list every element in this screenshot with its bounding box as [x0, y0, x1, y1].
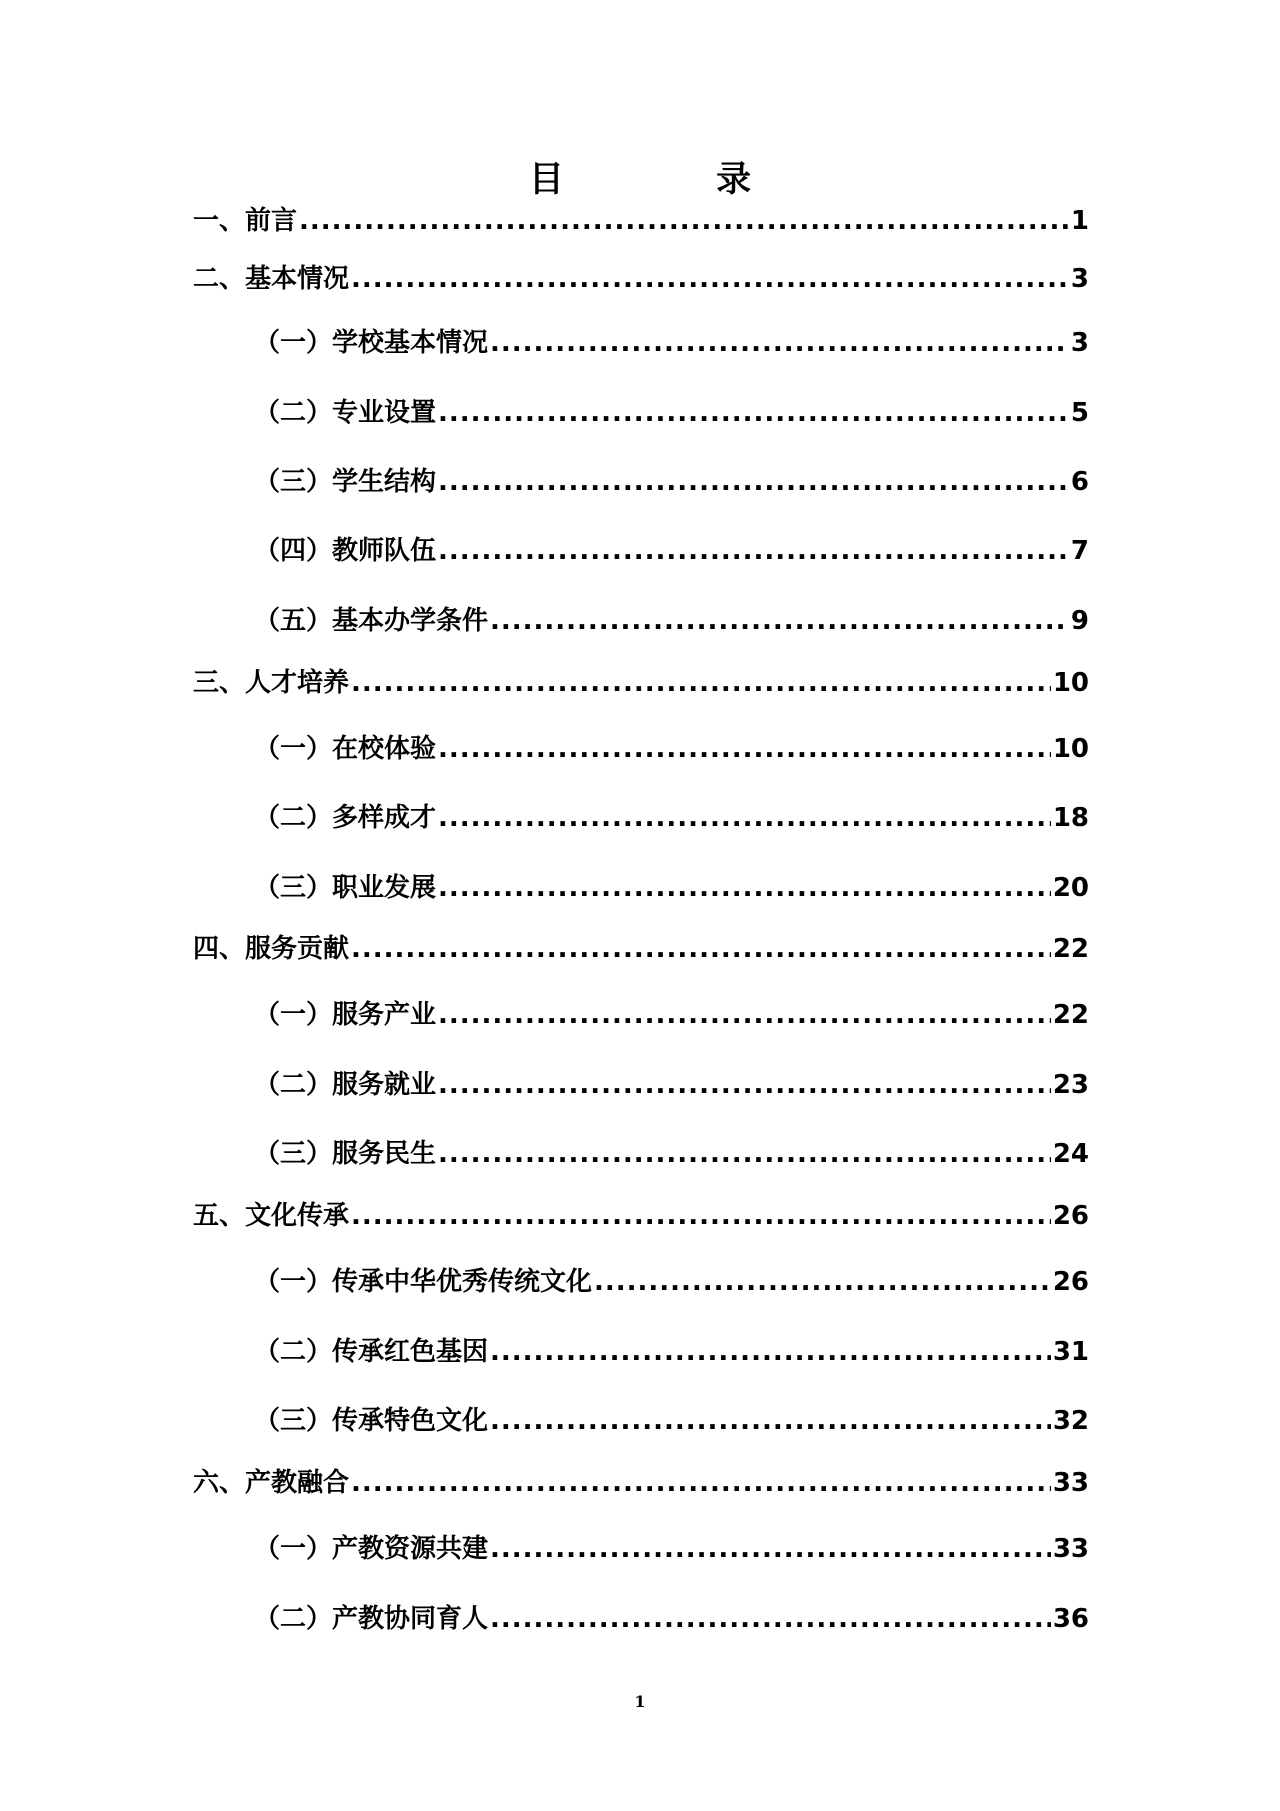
toc-entry-label: （一）学校基本情况 — [254, 328, 489, 358]
toc-entry-page: 33 — [1052, 1468, 1089, 1498]
toc-leader-dots — [299, 204, 1069, 238]
toc-entry-label: （三）学生结构 — [254, 467, 437, 497]
toc-entry[interactable] — [254, 732, 1089, 766]
toc-entry-label: 四、服务贡献 — [193, 934, 350, 964]
toc-entry-label: （三）服务民生 — [254, 1139, 437, 1169]
toc-entry[interactable] — [193, 1199, 1089, 1233]
toc-leader-dots — [351, 1199, 1051, 1233]
toc-entry-page: 7 — [1070, 536, 1089, 566]
toc-entry-page: 26 — [1052, 1201, 1089, 1231]
toc-entry-page: 33 — [1052, 1534, 1089, 1564]
toc-entry[interactable] — [193, 262, 1089, 296]
toc-entry-page: 10 — [1052, 668, 1089, 698]
toc-leader-dots — [438, 801, 1051, 835]
toc-leader-dots — [490, 326, 1069, 360]
toc-entry-label: （五）基本办学条件 — [254, 606, 489, 636]
toc-entry[interactable] — [254, 801, 1089, 835]
toc-leader-dots — [438, 998, 1051, 1032]
toc-entry-page: 10 — [1052, 734, 1089, 764]
toc-entry-label: 三、人才培养 — [193, 668, 350, 698]
toc-entry-page: 20 — [1052, 873, 1089, 903]
toc-entry[interactable] — [254, 998, 1089, 1032]
toc-entry[interactable] — [254, 1602, 1089, 1636]
toc-entry-page: 3 — [1070, 264, 1089, 294]
toc-leader-dots — [490, 1335, 1051, 1369]
toc-entry-page: 6 — [1070, 467, 1089, 497]
toc-entry[interactable] — [254, 326, 1089, 360]
toc-leader-dots — [438, 396, 1069, 430]
toc-entry[interactable] — [254, 534, 1089, 568]
toc-leader-dots — [490, 1404, 1051, 1438]
toc-entry-page: 3 — [1070, 328, 1089, 358]
toc-entry[interactable] — [193, 666, 1089, 700]
toc-leader-dots — [490, 1602, 1051, 1636]
toc-entry-label: （一）服务产业 — [254, 1000, 437, 1030]
toc-entry-label: 一、前言 — [193, 206, 298, 236]
toc-entry[interactable] — [254, 1335, 1089, 1369]
toc-entry-label: （二）产教协同育人 — [254, 1604, 489, 1634]
toc-entry[interactable] — [193, 1466, 1089, 1500]
toc-entry-page: 23 — [1052, 1070, 1089, 1100]
toc-entry[interactable] — [254, 465, 1089, 499]
toc-entry-label: （一）在校体验 — [254, 734, 437, 764]
page-number: 1 — [634, 1692, 646, 1711]
toc-leader-dots — [351, 666, 1051, 700]
toc-entry[interactable] — [254, 1068, 1089, 1102]
toc-entry-label: 六、产教融合 — [193, 1468, 350, 1498]
toc-entry-page: 5 — [1070, 398, 1089, 428]
toc-leader-dots — [594, 1265, 1051, 1299]
toc-leader-dots — [438, 1137, 1051, 1171]
toc-entry[interactable] — [193, 204, 1089, 238]
toc-entry-page: 31 — [1052, 1337, 1089, 1367]
toc-entry[interactable] — [254, 396, 1089, 430]
toc-entry-label: 二、基本情况 — [193, 264, 350, 294]
toc-entry[interactable] — [254, 1532, 1089, 1566]
toc-entry-page: 22 — [1052, 934, 1089, 964]
toc-leader-dots — [351, 262, 1069, 296]
toc-entry-label: （一）传承中华优秀传统文化 — [254, 1267, 593, 1297]
toc-entry[interactable] — [254, 1137, 1089, 1171]
toc-entry-label: （二）专业设置 — [254, 398, 437, 428]
toc-entry-page: 24 — [1052, 1139, 1089, 1169]
toc-leader-dots — [351, 932, 1051, 966]
toc-entry-label: （一）产教资源共建 — [254, 1534, 489, 1564]
toc-entry-page: 1 — [1070, 206, 1089, 236]
toc-entry[interactable] — [254, 1404, 1089, 1438]
toc-leader-dots — [438, 1068, 1051, 1102]
toc-entry-label: （二）传承红色基因 — [254, 1337, 489, 1367]
toc-leader-dots — [490, 604, 1069, 638]
toc-leader-dots — [490, 1532, 1051, 1566]
toc-entry-page: 18 — [1052, 803, 1089, 833]
toc-entry-page: 22 — [1052, 1000, 1089, 1030]
toc-entry-label: （四）教师队伍 — [254, 536, 437, 566]
toc-entry-label: 五、文化传承 — [193, 1201, 350, 1231]
toc-leader-dots — [351, 1466, 1051, 1500]
toc-entry-page: 26 — [1052, 1267, 1089, 1297]
toc-leader-dots — [438, 732, 1051, 766]
toc-leader-dots — [438, 871, 1051, 905]
toc-entry-label: （三）职业发展 — [254, 873, 437, 903]
toc-title: 目 录 — [528, 160, 822, 200]
toc-entry-label: （三）传承特色文化 — [254, 1406, 489, 1436]
toc-leader-dots — [438, 465, 1069, 499]
toc-entry[interactable] — [254, 1265, 1089, 1299]
toc-leader-dots — [438, 534, 1069, 568]
toc-entry-page: 9 — [1070, 606, 1089, 636]
toc-entry[interactable] — [193, 932, 1089, 966]
toc-entry-page: 36 — [1052, 1604, 1089, 1634]
toc-entry[interactable] — [254, 604, 1089, 638]
toc-entry-label: （二）服务就业 — [254, 1070, 437, 1100]
toc-entry-label: （二）多样成才 — [254, 803, 437, 833]
toc-entry-page: 32 — [1052, 1406, 1089, 1436]
toc-entry[interactable] — [254, 871, 1089, 905]
